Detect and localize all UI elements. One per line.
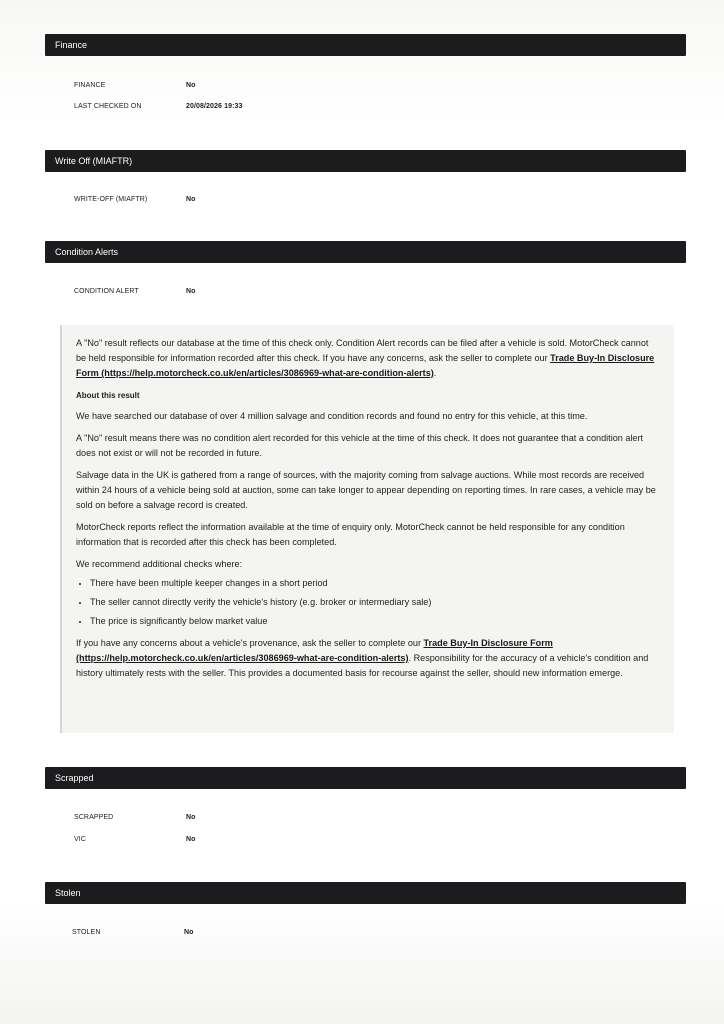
notice-paragraph: MotorCheck reports reflect the information available at the time of enquiry only. MotorCheck cannot be held responsible for any condition information that is recorded after this check has been completed. xyxy=(76,522,625,547)
list-item: • There have been multiple keeper changes in a short period xyxy=(90,576,660,591)
section-header-condition-alerts: Condition Alerts xyxy=(45,241,686,263)
notice-paragraph: A "No" result means there was no condition alert recorded for this vehicle at the time of this check. It does not guarantee that a condition alert does not exist or will not be recorded in future. xyxy=(76,433,644,458)
recommend-list xyxy=(76,576,660,629)
row-value: No xyxy=(186,196,196,203)
about-heading: About this result xyxy=(76,391,140,400)
row-value: No xyxy=(186,288,196,295)
row-label: SCRAPPED xyxy=(74,814,114,821)
row-label: LAST CHECKED ON xyxy=(74,103,142,110)
notice-paragraph: We have searched our database of over 4 million salvage and condition records and found no entry for this vehicle, at this time. xyxy=(76,411,588,421)
list-item: • The price is significantly below market value xyxy=(90,614,660,629)
disclosure-form-link[interactable]: Trade Buy-In Disclosure Form (https://help.motorcheck.co.uk/en/articles/3086969-what-are-condition-alerts) xyxy=(76,638,553,663)
row-label: FINANCE xyxy=(74,82,106,89)
section-header-write-off: Write Off (MIAFTR) xyxy=(45,150,686,172)
row-value: 20/08/2026 19:33 xyxy=(186,103,243,110)
notice-paragraph: Salvage data in the UK is gathered from a range of sources, with the majority coming from salvage auctions. While most records are received within 24 hours of a vehicle being sold at auction, some can take longer to appear depending on reporting times. In rare cases, a vehicle may be sold on before a salvage record is created. xyxy=(76,470,656,510)
row-value: No xyxy=(186,82,196,89)
row-value: No xyxy=(184,929,194,936)
list-item: • The seller cannot directly verify the vehicle's history (e.g. broker or intermediary sale) xyxy=(90,595,660,610)
section-header-scrapped: Scrapped xyxy=(45,767,686,789)
section-header-finance: Finance xyxy=(45,34,686,56)
condition-alert-notice xyxy=(60,325,674,733)
notice-intro: A "No" result reflects our database at the time of this check only. Condition Alert records can be filed after a vehicle is sold. MotorCheck cannot be held responsible for information recorded after this check. If you have any concerns, ask the seller to complete our Trade Buy-In Disclosure Form (https://help.motorcheck.co.uk/en/articles/3086969-what-are-condition-alerts). xyxy=(76,338,655,378)
row-label: STOLEN xyxy=(72,929,101,936)
disclosure-form-link[interactable]: Trade Buy-In Disclosure Form (https://help.motorcheck.co.uk/en/articles/3086969-what-are-condition-alerts) xyxy=(76,353,655,378)
recommend-heading: We recommend additional checks where: xyxy=(76,559,243,569)
row-label: VIC xyxy=(74,836,86,843)
notice-closing: If you have any concerns about a vehicle's provenance, ask the seller to complete our Trade Buy-In Disclosure Form (https://help.motorcheck.co.uk/en/articles/3086969-what-are-condition-alerts). Responsibility for the accuracy of a vehicle's condition and history ultimately rests with the seller. This provides a documented basis for recourse against the seller, should new information emerge. xyxy=(76,638,649,678)
row-label: CONDITION ALERT xyxy=(74,288,139,295)
row-value: No xyxy=(186,836,196,843)
row-value: No xyxy=(186,814,196,821)
section-header-stolen: Stolen xyxy=(45,882,686,904)
row-label: WRITE-OFF (MIAFTR) xyxy=(74,196,148,203)
